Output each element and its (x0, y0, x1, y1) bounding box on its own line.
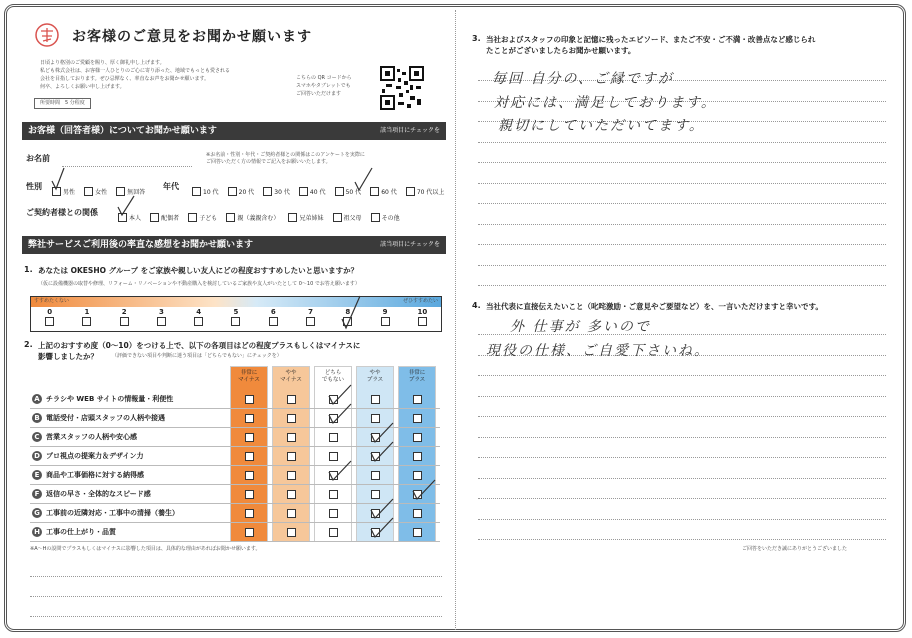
answer-line[interactable] (478, 224, 886, 225)
intro-line-1: 日頃より格別のご愛顧を賜り、厚く御礼申し上げます。 (40, 60, 165, 66)
checkbox[interactable] (370, 187, 379, 196)
item-label: 工事の仕上がり・品質 (46, 528, 116, 536)
item-label: 電話受付・店頭スタッフの人柄や接遇 (46, 414, 165, 422)
rating-checkbox[interactable] (287, 490, 296, 499)
rating-checkbox[interactable] (245, 452, 254, 461)
rating-checkbox[interactable] (413, 395, 422, 404)
checkbox[interactable] (335, 187, 344, 196)
checkbox[interactable] (52, 187, 61, 196)
relation-option-grandparent[interactable]: 祖父母 (333, 213, 362, 222)
scale-option[interactable] (217, 307, 254, 331)
age-group (192, 181, 448, 200)
checkbox[interactable] (120, 317, 129, 326)
customer-section-title: お客様（回答者様）についてお聞かせ願います (28, 126, 217, 136)
rating-checkbox[interactable] (413, 509, 422, 518)
item-label: チラシや WEB サイトの情報量・利便性 (46, 395, 174, 403)
item-badge-icon: C (32, 432, 42, 442)
age-option-50[interactable]: 50 代 (335, 187, 362, 196)
rating-row-label (32, 451, 144, 461)
customer-section-bar (22, 122, 446, 140)
checkbox[interactable] (343, 317, 352, 326)
q2-note: （評価できない項目や判断に迷う項目は「どちらでもない」にチェックを） (112, 353, 282, 359)
scale-option[interactable] (31, 307, 68, 331)
scale-number: 8 (345, 308, 351, 316)
rating-checkbox[interactable] (329, 395, 338, 404)
age-option-30[interactable]: 30 代 (263, 187, 290, 196)
age-label: 年代 (163, 182, 179, 191)
q3-answer-line-2: 対応には、満足しております。 (494, 95, 717, 111)
answer-line[interactable] (478, 142, 886, 143)
rating-row (30, 409, 440, 428)
customer-section-note: 該当項目にチェックを (380, 127, 440, 134)
relation-option-other[interactable]: その他 (371, 213, 400, 222)
rating-checkbox[interactable] (371, 414, 380, 423)
item-label: 営業スタッフの人柄や安心感 (46, 433, 137, 441)
reason-line-1[interactable] (30, 576, 442, 577)
thanks-text: ご回答をいただき誠にありがとうございました (742, 546, 848, 552)
rating-row (30, 504, 440, 523)
item-label: 返信の早さ・全体的なスピード感 (46, 490, 151, 498)
scale-number: 6 (270, 308, 276, 316)
q2-text-2: 影響しましたか？ (38, 352, 98, 361)
q3-number: 3. (472, 34, 481, 43)
relation-group (118, 207, 404, 226)
service-section-note: 該当項目にチェックを (380, 241, 440, 248)
rating-column-header: 非常に マイナス (238, 370, 260, 383)
q2-number: 2. (24, 340, 33, 349)
checkbox[interactable] (263, 187, 272, 196)
item-badge-icon: D (32, 451, 42, 461)
answer-line[interactable] (478, 203, 886, 204)
rating-row-label (32, 489, 151, 499)
rating-row-label (32, 394, 173, 404)
checkbox[interactable] (116, 187, 125, 196)
checkbox[interactable] (371, 213, 380, 222)
rating-checkbox[interactable] (329, 452, 338, 461)
q2-text: 上記のおすすめ度（0〜10）をつける上で、以下の各項目はどの程度プラスもしくはマイナスに (38, 341, 361, 350)
rating-row-label (32, 508, 179, 518)
rating-column-header: やや プラス (366, 370, 384, 383)
rating-checkbox[interactable] (329, 528, 338, 537)
checkbox[interactable] (157, 317, 166, 326)
scale-number: 0 (47, 308, 53, 316)
rating-grid (30, 366, 440, 542)
rating-checkbox[interactable] (413, 528, 422, 537)
seal-icon (34, 22, 60, 48)
age-option-40[interactable]: 40 代 (299, 187, 326, 196)
intro-line-3: 会社を目指しております。ぜひ忌憚なく、率直なお声をお聞かせ願います。 (40, 76, 210, 82)
rating-checkbox[interactable] (371, 528, 380, 537)
scale-option[interactable] (106, 307, 143, 331)
answer-line[interactable] (478, 265, 886, 266)
checkbox[interactable] (228, 187, 237, 196)
rating-checkbox[interactable] (287, 509, 296, 518)
page-title: お客様のご意見をお聞かせ願います (72, 29, 312, 45)
scale-option[interactable] (329, 307, 366, 331)
item-badge-icon: H (32, 527, 42, 537)
qr-caption: こちらの QR コードから スマホやタブレットでも ご回答いただけます (296, 75, 352, 97)
time-badge: 所要時間 5 分程度 (34, 98, 91, 109)
rating-row (30, 447, 440, 466)
checkbox[interactable] (306, 317, 315, 326)
answer-line[interactable] (478, 519, 886, 520)
answer-line[interactable] (478, 244, 886, 245)
name-label: お名前 (26, 154, 50, 163)
checkbox[interactable] (84, 187, 93, 196)
checkbox[interactable] (118, 213, 127, 222)
age-option-20[interactable]: 20 代 (228, 187, 255, 196)
scale-low-label: すすめたくない (34, 298, 70, 304)
age-option-70[interactable]: 70 代以上 (406, 187, 445, 196)
rating-checkbox[interactable] (245, 528, 254, 537)
service-section-bar (22, 236, 446, 254)
scale-number: 2 (121, 308, 127, 316)
gender-option-none[interactable]: 無回答 (116, 187, 145, 196)
rating-checkbox[interactable] (371, 395, 380, 404)
item-badge-icon: G (32, 508, 42, 518)
q1-note: （仮に設備機器の取替や修理、リフォーム・リノベーションや不動産購入を検討しているご家族や友人がいたとして 0〜10 でお答え願います） (38, 281, 360, 287)
intro-line-2: 私ども株式会社は、お客様一人ひとりのご心に寄り添った、地域でもっとも愛される (40, 68, 231, 74)
column-divider (455, 10, 457, 630)
age-option-10[interactable]: 10 代 (192, 187, 219, 196)
checkbox[interactable] (269, 317, 278, 326)
item-badge-icon: A (32, 394, 42, 404)
checkbox[interactable] (188, 213, 197, 222)
scale-number: 4 (196, 308, 202, 316)
rating-checkbox[interactable] (287, 433, 296, 442)
rating-row-label (32, 413, 165, 423)
q3-text-2: たことがございましたらお聞かせ願います。 (486, 46, 636, 55)
scale-gradient (31, 297, 441, 307)
q4-number: 4. (472, 301, 481, 310)
checkbox[interactable] (82, 317, 91, 326)
rating-checkbox[interactable] (245, 433, 254, 442)
scale-option[interactable] (68, 307, 105, 331)
reason-line-2[interactable] (30, 596, 442, 597)
checkbox[interactable] (288, 213, 297, 222)
q3-answer-line-1: 毎回 自分の、ご縁ですが (492, 71, 674, 87)
checkbox[interactable] (194, 317, 203, 326)
checkbox[interactable] (381, 317, 390, 326)
item-badge-icon: E (32, 470, 42, 480)
scale-high-label: ぜひすすめたい (402, 298, 438, 304)
rating-checkbox[interactable] (329, 433, 338, 442)
intro-line-4: 何卒、よろしくお願い申し上げます。 (40, 84, 125, 90)
rating-row (30, 485, 440, 504)
rating-checkbox[interactable] (245, 395, 254, 404)
name-field[interactable] (62, 166, 192, 167)
answer-line[interactable] (478, 539, 886, 540)
checkbox[interactable] (150, 213, 159, 222)
scale-number: 5 (233, 308, 239, 316)
rating-checkbox[interactable] (371, 509, 380, 518)
scale-number: 3 (159, 308, 164, 316)
answer-line[interactable] (478, 416, 886, 417)
answer-line[interactable] (478, 183, 886, 184)
rating-column-header: やや マイナス (280, 370, 302, 383)
answer-line[interactable] (478, 396, 886, 397)
checkbox[interactable] (299, 187, 308, 196)
scale-option[interactable] (255, 307, 292, 331)
q4-text: 当社代表に直接伝えたいこと（叱咤激励・ご意見やご要望など）を、一言いただけますと幸いです。 (486, 302, 823, 311)
rating-checkbox[interactable] (413, 452, 422, 461)
scale-option[interactable] (404, 307, 441, 331)
scale-number: 10 (417, 308, 428, 316)
privacy-note: ※お名前・性別・年代・ご契約者様との関係はこのアンケートを実際に ご回答いただく方の情報でご記入をお願いいたします。 (206, 152, 365, 165)
rating-checkbox[interactable] (245, 414, 254, 423)
rating-checkbox[interactable] (287, 528, 296, 537)
rating-checkbox[interactable] (329, 490, 338, 499)
rating-checkbox[interactable] (371, 433, 380, 442)
rating-checkbox[interactable] (329, 414, 338, 423)
rating-row-label (32, 470, 144, 480)
item-label: 商品や工事価格に対する納得感 (46, 471, 144, 479)
scale-option[interactable] (143, 307, 180, 331)
relation-label: ご契約者様との関係 (26, 208, 98, 217)
rating-checkbox[interactable] (413, 471, 422, 480)
age-option-60[interactable]: 60 代 (370, 187, 397, 196)
rating-checkbox[interactable] (371, 452, 380, 461)
answer-line[interactable] (478, 478, 886, 479)
gender-label: 性別 (26, 182, 42, 191)
checkbox[interactable] (231, 317, 240, 326)
rating-checkbox[interactable] (329, 471, 338, 480)
rating-row-label (32, 527, 116, 537)
rating-checkbox[interactable] (413, 490, 422, 499)
answer-line[interactable] (478, 437, 886, 438)
rating-checkbox[interactable] (245, 509, 254, 518)
checkbox[interactable] (192, 187, 201, 196)
service-section-title: 弊社サービスご利用後の率直な感想をお聞かせ願います (28, 240, 254, 250)
footer-note: ※A〜Hの設問でプラスもしくはマイナスに影響した項目は、具体的な理由があればお聞かせ願います。 (30, 546, 261, 552)
rating-checkbox[interactable] (413, 433, 422, 442)
rating-row (30, 466, 440, 485)
item-label: プロ視点の提案力＆デザイン力 (46, 452, 144, 460)
scale-number: 9 (382, 308, 388, 316)
scale-number: 1 (84, 308, 90, 316)
rating-checkbox[interactable] (245, 490, 254, 499)
relation-option-sibling[interactable]: 兄弟姉妹 (288, 213, 323, 222)
answer-line[interactable] (478, 498, 886, 499)
checkbox[interactable] (226, 213, 235, 222)
relation-option-self[interactable]: 本人 (118, 213, 141, 222)
item-label: 工事前の近隣対応・工事中の清掃（養生） (46, 509, 179, 517)
answer-line[interactable] (478, 375, 886, 376)
rating-row (30, 428, 440, 447)
answer-line[interactable] (478, 457, 886, 458)
rating-checkbox[interactable] (329, 509, 338, 518)
q3-text: 当社およびスタッフの印象と記憶に残ったエピソード、またご不安・ご不満・改善点など感じられ (486, 35, 816, 44)
checkbox[interactable] (418, 317, 427, 326)
checkbox[interactable] (333, 213, 342, 222)
rating-checkbox[interactable] (287, 471, 296, 480)
q3-answer-line-3: 親切にしていただいてます。 (498, 118, 705, 134)
rating-row (30, 523, 440, 542)
qr-code-icon[interactable] (380, 66, 424, 110)
rating-checkbox[interactable] (287, 452, 296, 461)
relation-option-spouse[interactable]: 配偶者 (150, 213, 179, 222)
scale-option[interactable] (292, 307, 329, 331)
gender-group (52, 181, 149, 200)
rating-column-header: 非常に プラス (408, 370, 426, 383)
q4-answer-line-1: 外 仕事が 多いので (510, 319, 651, 335)
scale-option[interactable] (180, 307, 217, 331)
relation-option-child[interactable]: 子ども (188, 213, 217, 222)
item-badge-icon: B (32, 413, 42, 423)
rating-row (30, 390, 440, 409)
gender-option-female[interactable]: 女性 (84, 187, 107, 196)
rating-checkbox[interactable] (245, 471, 254, 480)
gender-option-male[interactable]: 男性 (52, 187, 75, 196)
checkbox[interactable] (45, 317, 54, 326)
recommend-scale (30, 296, 442, 332)
relation-option-parent[interactable]: 親（義親含む） (226, 213, 279, 222)
item-badge-icon: F (32, 489, 42, 499)
scale-number: 7 (308, 308, 313, 316)
answer-line[interactable] (478, 162, 886, 163)
reason-line-3[interactable] (30, 616, 442, 617)
q1-text: あなたは OKESHO グループ をご家族や親しい友人にどの程度おすすめしたいと思いますか？ (38, 266, 359, 275)
rating-checkbox[interactable] (287, 395, 296, 404)
checkbox[interactable] (406, 187, 415, 196)
q4-answer-line-2: 現役の仕様、ご自愛下さいね。 (486, 343, 710, 359)
rating-checkbox[interactable] (371, 490, 380, 499)
answer-line[interactable] (478, 285, 886, 286)
rating-checkbox[interactable] (287, 414, 296, 423)
rating-row-label (32, 432, 137, 442)
rating-column-header: どちら でもない (321, 370, 344, 383)
rating-checkbox[interactable] (413, 414, 422, 423)
q1-number: 1. (24, 265, 33, 274)
scale-option[interactable] (366, 307, 403, 331)
rating-checkbox[interactable] (371, 471, 380, 480)
